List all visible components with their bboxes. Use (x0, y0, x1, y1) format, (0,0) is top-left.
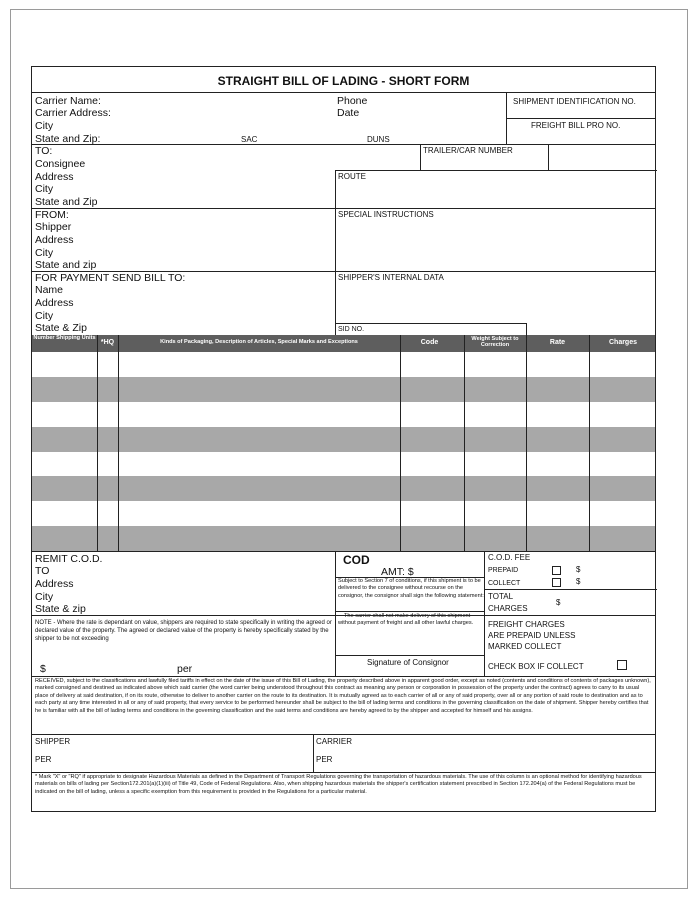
to-heading: TO: (35, 145, 53, 157)
table-row[interactable] (32, 377, 655, 402)
note-dollar: $ (40, 663, 46, 675)
received-text: RECEIVED, subject to the classifications and lawfully filed tariffs in effect on the date of the issue of this Bill of Lading, the property described above in apparent good order, except as noted (contents and conditions of contents of packages unknown), marked consigned and destined as indicated above which said carrier (the word carrier being understood throughout this contract as meaning any person or corporation in possession of the property under the contract) agrees to carry to its usual place of delivery at said destination, if on its route, otherwise to deliver to another carrier on the route to its destination. It is mutually agreed as to each carrier of all or any of said property, over all or any portion of said route to destination and as to each party at any time interested in all or any of said property, that every service to be performed hereunder shall be subject to the bill of lading terms and conditions in the governing classification on the date of shipment. Shipper hereby certifies that he is familiar with all the bill of lading terms and conditions in the governing classification and the said terms and conditions are hereby agreed to by the shipper and accepted for himself and his assigns. (35, 678, 651, 714)
cod-to-label: TO (35, 565, 50, 577)
phone-label: Phone (337, 95, 368, 107)
cod-city-label: City (35, 591, 54, 603)
divider (97, 335, 98, 551)
to-state-zip-label: State and Zip (35, 196, 98, 208)
table-row[interactable] (32, 501, 655, 526)
prepaid-label: PREPAID (488, 567, 519, 574)
to-address-label: Address (35, 171, 74, 183)
cod-address-label: Address (35, 578, 74, 590)
payment-state-zip-label: State & Zip (35, 322, 87, 334)
table-row[interactable] (32, 402, 655, 427)
col-weight: Weight Subject to Correction (471, 336, 519, 348)
table-row[interactable] (32, 427, 655, 452)
divider (32, 208, 655, 209)
internal-data-label: SHIPPER'S INTERNAL DATA (338, 273, 444, 282)
carrier-address-label: Carrier Address: (35, 107, 111, 119)
freight-bill-label: FREIGHT BILL PRO NO. (531, 121, 621, 130)
divider (335, 655, 485, 656)
carrier-signature-label: CARRIER (316, 737, 353, 746)
amt-label: AMT: $ (381, 566, 414, 578)
collect-label: COLLECT (488, 580, 521, 587)
consignee-label: Consignee (35, 158, 86, 170)
payment-name-label: Name (35, 284, 64, 296)
sac-label: SAC (241, 135, 258, 144)
charges-label: CHARGES (488, 604, 528, 613)
cod-state-zip-label: State & zip (35, 603, 86, 615)
marked-collect-label: MARKED COLLECT (488, 642, 562, 651)
divider (32, 676, 655, 677)
duns-label: DUNS (367, 135, 390, 144)
special-instructions-label: SPECIAL INSTRUCTIONS (338, 210, 434, 219)
payment-city-label: City (35, 310, 54, 322)
table-row[interactable] (32, 452, 655, 477)
divider (32, 92, 655, 93)
divider (526, 335, 527, 551)
total-label: TOTAL (488, 592, 514, 601)
col-charges: Charges (608, 339, 637, 346)
table-row[interactable] (32, 476, 655, 501)
divider (589, 335, 590, 551)
divider (484, 551, 485, 676)
carrier-name-label: Carrier Name: (35, 95, 101, 107)
bill-of-lading-form (31, 66, 656, 812)
payment-address-label: Address (35, 297, 74, 309)
table-row[interactable] (32, 526, 655, 551)
col-rate: Rate (549, 339, 566, 346)
shipper-per-label: PER (35, 755, 52, 764)
col-hq: *HQ (100, 339, 115, 346)
divider (506, 118, 656, 119)
table-row[interactable] (32, 352, 655, 377)
payment-heading: FOR PAYMENT SEND BILL TO: (35, 272, 186, 284)
to-city-label: City (35, 183, 54, 195)
are-prepaid-label: ARE PREPAID UNLESS (488, 631, 576, 640)
divider (526, 323, 527, 335)
divider (464, 335, 465, 551)
divider (313, 734, 314, 772)
divider (548, 144, 549, 170)
note-text: NOTE - Where the rate is dependant on value, shippers are required to state specifically in writing the agreed or declared value of the property. The agreed or declared value of the property is hereby specifically stated by the shipper to be not exceeding (35, 620, 332, 642)
shipper-signature-label: SHIPPER (35, 737, 71, 746)
collect-checkbox[interactable] (552, 578, 561, 587)
from-address-label: Address (35, 234, 74, 246)
divider (335, 170, 657, 171)
carrier-city-label: City (35, 120, 54, 132)
divider (335, 170, 336, 335)
freight-charges-label: FREIGHT CHARGES (488, 620, 565, 629)
divider (32, 772, 655, 773)
sid-label: SID NO. (338, 326, 365, 333)
section7-text: Subject to Section 7 of conditions, if this shipment is to be delivered to the consignee without recourse on the consignor, the consignor shall sign the following statement: (338, 578, 484, 599)
total-dollar: $ (556, 598, 561, 607)
divider (400, 335, 401, 551)
hazmat-text: * Mark "X" or "RQ" if appropriate to designate Hazardous Materials as defined in the Department of Transport Regulations governing the transportation of hazardous materials. The use of this column is an optional method for identifying hazardous materials on bills of lading per Section172.201(a)(1)(iii) of Title 49, Code of Federal Regulations. Also, when shipping hazardous materials the shipper's certification statement prescribed in Section 172.204(a) of the Federal Regulations must be indicated on the bill of lading, unless a specific exemption from this requirement is provided in the Regulations for a particular material. (35, 774, 642, 795)
note-per: per (177, 663, 193, 675)
col-description: Kinds of Packaging, Description of Articles, Special Marks and Exceptions (160, 339, 358, 345)
from-city-label: City (35, 247, 54, 259)
trailer-label: TRAILER/CAR NUMBER (423, 146, 513, 155)
divider (32, 734, 655, 735)
divider (32, 144, 655, 145)
date-label: Date (337, 107, 360, 119)
cod-fee-label: C.O.D. FEE (488, 553, 531, 562)
collect-check-box[interactable] (617, 660, 627, 670)
remit-cod-label: REMIT C.O.D. (35, 553, 103, 565)
divider (32, 615, 655, 616)
carrier-state-zip-label: State and Zip: (35, 133, 101, 145)
shipment-id-label: SHIPMENT IDENTIFICATION NO. (513, 97, 636, 106)
divider (118, 335, 119, 551)
divider (335, 551, 336, 676)
from-state-zip-label: State and zip (35, 259, 97, 271)
collect-dollar: $ (576, 577, 581, 586)
col-shipping-units: Number Shipping Units (33, 335, 96, 341)
divider (420, 144, 421, 170)
route-label: ROUTE (338, 172, 366, 181)
carrier-shall-text: The carrier shall not make delivery of this shipment without payment of freight and all other lawful charges. (338, 613, 474, 627)
divider (335, 611, 485, 612)
prepaid-checkbox[interactable] (552, 566, 561, 575)
carrier-per-label: PER (316, 755, 333, 764)
shipper-label: Shipper (35, 221, 72, 233)
cod-title: COD (343, 553, 370, 567)
signature-label: Signature of Consignor (367, 658, 449, 667)
form-title: STRAIGHT BILL OF LADING - SHORT FORM (217, 74, 470, 88)
prepaid-dollar: $ (576, 565, 581, 574)
check-box-collect-label: CHECK BOX IF COLLECT (488, 662, 584, 671)
col-code: Code (420, 339, 439, 346)
divider (335, 323, 527, 324)
from-heading: FROM: (35, 209, 69, 221)
divider (484, 589, 657, 590)
divider (32, 551, 655, 552)
